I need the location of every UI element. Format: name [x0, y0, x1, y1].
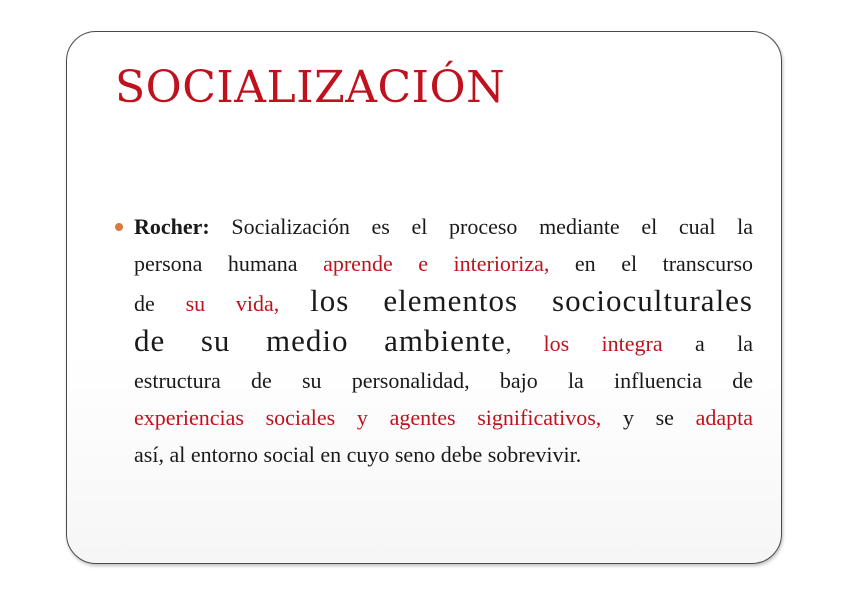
text-line-3 [134, 282, 753, 322]
text-segment: , [505, 331, 512, 356]
text-segment: de [134, 291, 155, 316]
highlight-segment: adapta [695, 405, 754, 430]
text-line-4 [134, 322, 753, 362]
emphasis-segment: de su medio ambiente [134, 323, 506, 358]
slide-title: SOCIALIZACIÓN [115, 62, 506, 113]
text-segment: persona humana [134, 251, 298, 276]
highlight-segment: experiencias sociales y agentes significativos, [134, 405, 602, 430]
text-segment: a la [695, 331, 753, 356]
emphasis-segment: los elementos socioculturales [310, 283, 753, 318]
text-segment: Socialización es el proceso mediante el cual la [231, 214, 754, 239]
text-segment: así, al entorno social en cuyo seno debe sobrevivir. [134, 442, 582, 467]
text-line-6 [134, 399, 753, 436]
text-segment: en el transcurso [574, 251, 754, 276]
author-name: Rocher: [134, 214, 210, 239]
highlight-segment: aprende e interioriza, [323, 251, 550, 276]
text-segment: y se [622, 405, 674, 430]
text-line-7 [134, 436, 753, 473]
text-segment: estructura de su personalidad, bajo la influencia de [134, 368, 753, 393]
text-line-5 [134, 362, 753, 399]
bullet-dot-icon [115, 223, 123, 231]
highlight-segment: su vida, [185, 291, 280, 316]
highlight-segment: los integra [543, 331, 663, 356]
slide-frame [66, 31, 782, 564]
text-line-2 [134, 245, 753, 282]
slide-body [113, 208, 753, 473]
bullet-item [113, 208, 753, 473]
text-line-1 [134, 208, 753, 245]
